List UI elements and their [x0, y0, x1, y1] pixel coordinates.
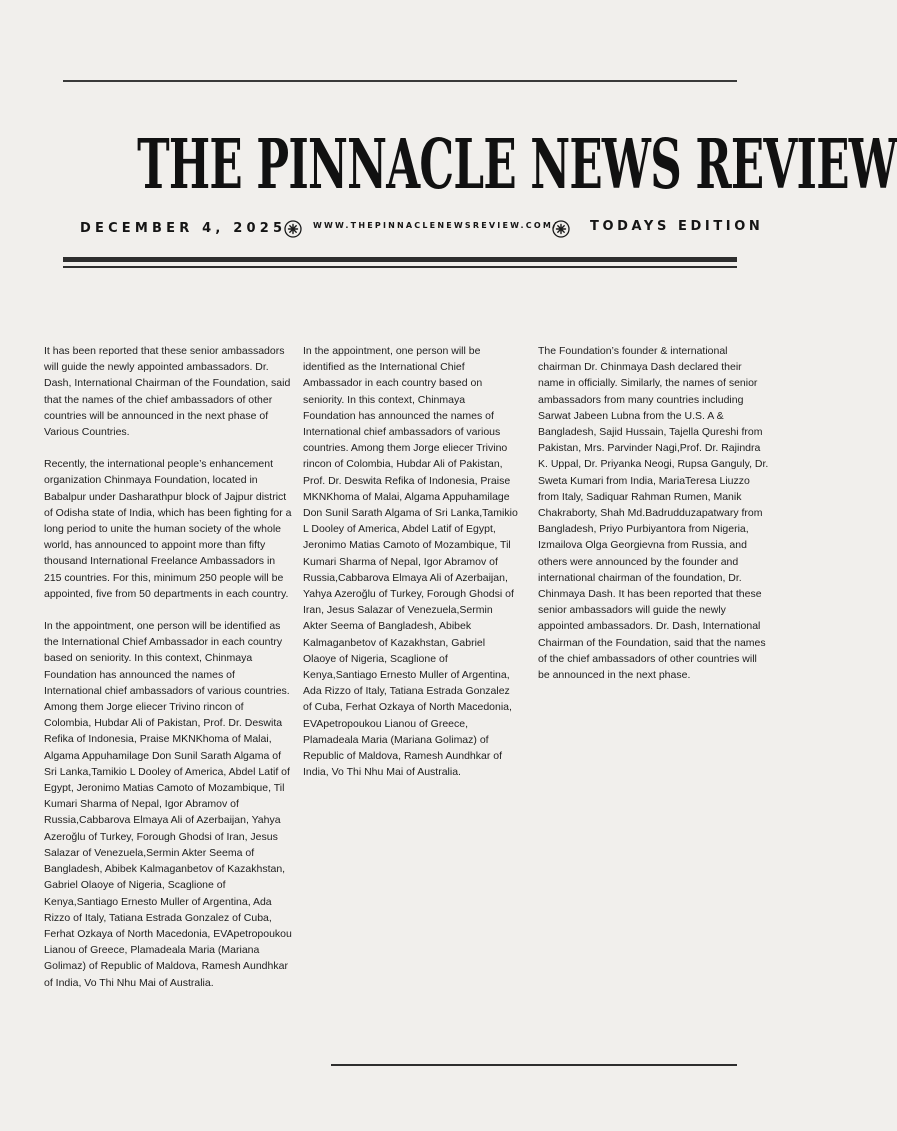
header-divider-thin — [63, 266, 737, 268]
paragraph: Recently, the international people’s enhancement organization Chinmaya Foundation, located in Babalpur under Dasharathpur block of Jajpur district of Odisha state of India, which has been fighting for a long period to unite the human society of the whole world, has announced to appoint more than fifty thousand International Freelance Ambassadors in 215 countries. For this, minimum 250 people will be appointed, five from 50 departments in each country. — [44, 458, 292, 600]
paragraph: The Foundation’s founder & international chairman Dr. Chinmaya Dash declared their name in officially. Similarly, the names of senior ambassadors from many countries including Sarwat Jabeen Lubna from the U.S. A & Bangladesh, Sajid Hussain, Tajella Qureshi from Pakistan, Mrs. Parvinder Nagi,Prof. Dr. Rajindra K. Uppal, Dr. Priyanka Neogi, Rupsa Ganguly, Dr. Sweta Kumari from India, MariaTeresa Liuzzo from Italy, Sadiquar Rahman Rumen, Manik Chakraborty, Shah Md.Badrudduzapatwary from Bangladesh, Priyo Purbiyantora from Nigeria, Izmailova Olga Georgievna from Russia, and others were announced by the founder and international chairman of the foundation, Dr. Chinmaya Dash. It has been reported that these senior ambassadors will guide the newly appointed ambassadors. Dr. Dash, International Chairman of the Foundation, said that the names of the chief ambassadors of other countries will be announced in the next phase. — [538, 345, 769, 682]
header-divider-thick — [63, 257, 737, 262]
footer-rule — [331, 1064, 737, 1066]
article-column-1 — [44, 343, 292, 1007]
top-rule — [63, 80, 737, 82]
paragraph: In the appointment, one person will be identified as the International Chief Ambassador in each country based on seniority. In this context, Chinmaya Foundation has announced the names of International chief ambassadors of various countries. Among them Jorge eliecer Trivino rincon of Colombia, Hubdar Ali of Pakistan, Prof. Dr. Deswita Refika of Indonesia, Praise MKNKhoma of Malai, Algama Appuhamilage Don Sunil Sarath Algama of Sri Lanka,Tamikio L Dooley of America, Abdel Latif of Egypt, Jeronimo Matias Camoto of Mozambique, Til Kumari Sharma of Nepal, Igor Abramov of Russia,Cabbarova Elmaya Ali of Azerbaijan, Yahya Azeroğlu of Turkey, Forough Ghodsi of Iran, Jesus Salazar of Venezuela,Sermin Akter Seema of Bangladesh, Abibek Kalmaganbetov of Kazakhstan, Gabriel Olaoye of Nigeria, Scaglione of Kenya,Santiago Ernesto Muller of Argentina, Ada Rizzo of Italy, Tatiana Estrada Gonzalez of Cuba, Ferhat Ozkaya of North Macedonia, EVApetropoukou Lianou of Greece, Plamadeala Maria (Mariana Golimaz) of Republic of Maldova, Ramesh Aundhkar of India, Vo Thi Nhu Mai of Australia. — [303, 345, 518, 779]
article-column-2 — [303, 343, 518, 796]
paragraph: In the appointment, one person will be identified as the International Chief Ambassador in each country based on seniority. In this context, Chinmaya Foundation has announced the names of International chief ambassadors of various countries. Among them Jorge eliecer Trivino rincon of Colombia, Hubdar Ali of Pakistan, Prof. Dr. Deswita Refika of Indonesia, Praise MKNKhoma of Malai, Algama Appuhamilage Don Sunil Sarath Algama of Sri Lanka,Tamikio L Dooley of America, Abdel Latif of Egypt, Jeronimo Matias Camoto of Mozambique, Til Kumari Sharma of Nepal, Igor Abramov of Russia,Cabbarova Elmaya Ali of Azerbaijan, Yahya Azeroğlu of Turkey, Forough Ghodsi of Iran, Jesus Salazar of Venezuela,Sermin Akter Seema of Bangladesh, Abibek Kalmaganbetov of Kazakhstan, Gabriel Olaoye of Nigeria, Scaglione of Kenya,Santiago Ernesto Muller of Argentina, Ada Rizzo of Italy, Tatiana Estrada Gonzalez of Cuba, Ferhat Ozkaya of North Macedonia, EVApetropoukou Lianou of Greece, Plamadeala Maria (Mariana Golimaz) of Republic of Maldova, Ramesh Aundhkar of India, Vo Thi Nhu Mai of Australia. — [44, 620, 292, 989]
article-column-3 — [538, 343, 770, 699]
edition-label: TODAYS EDITION — [590, 219, 764, 234]
paragraph: It has been reported that these senior ambassadors will guide the newly appointed ambassadors. Dr. Dash, International Chairman of the Foundation, said that the names of the chief ambassadors of other countries will be announced in the next phase of Various Countries. — [44, 345, 291, 439]
masthead-title: THE PINNACLE NEWS REVIEW — [137, 124, 897, 206]
star-icon — [284, 220, 302, 238]
star-icon — [552, 220, 570, 238]
website-link[interactable]: WWW.THEPINNACLENEWSREVIEW.COM/ — [313, 221, 559, 230]
edition-date: DECEMBER 4, 2025 — [80, 221, 287, 236]
